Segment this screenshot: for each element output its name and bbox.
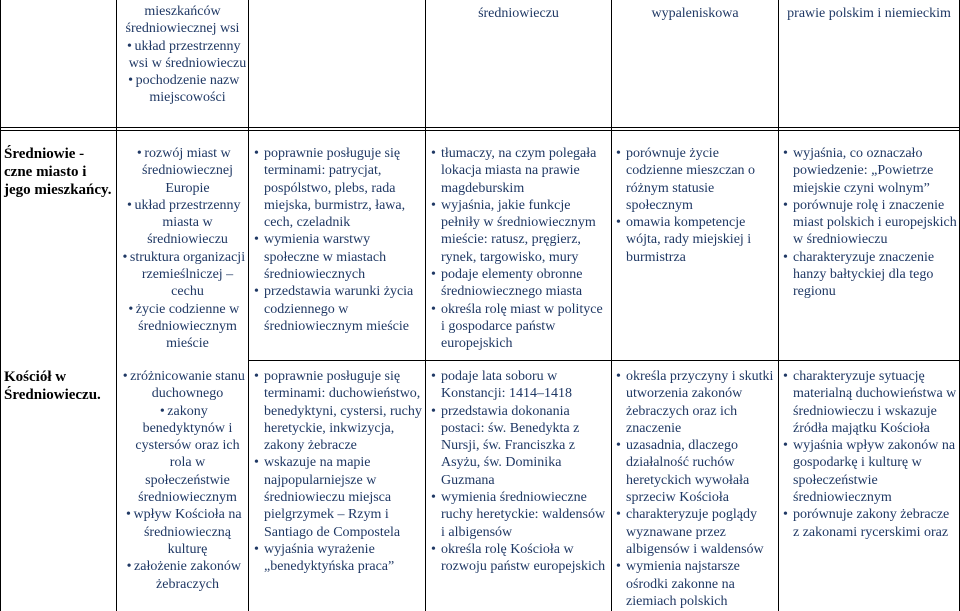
grid-line-v2 [248,0,249,611]
miasto-beyond-cell [783,145,957,301]
miasto-extended-line-0: • tłumaczy, na czym polegała lokacja miasta na prawie magdeburskim [431,145,609,197]
kosciol-beyond-bullet-2: • porównuje zakony żebracze z zakonami rycerskimi oraz [783,506,957,541]
kosciol-content-bullet-0: • zróżnicowanie stanu duchownego [118,368,247,403]
kosciol-extended-cell [431,368,609,576]
kosciol-basic-cell [254,368,422,576]
kosciol-extended-bullet-2: • wymienia średniowieczne ruchy heretyckie: waldensów i albigensów [431,489,609,541]
miasto-basic-bullet-0: • poprawnie posługuje się terminami: patrycjat, pospólstwo, plebs, rada miejska, burmistrz, ława, cech, czeladnik [254,145,422,231]
top-row-complementary-cell [613,5,777,22]
miasto-basic-bullet-1: • wymienia warstwy społeczne w miastach średniowiecznych [254,231,422,283]
top-line-1: średniowiecznej wsi [125,21,240,37]
kosciol-content-bullet-1: • zakony benedyktynów i cystersów oraz ich rola w społeczeństwie średniowiecznym [118,403,247,507]
miasto-extended-bullet-2: • określa rolę miast w polityce i gospodarce państw europejskich [431,301,609,353]
miasto-content-bullet-1: • układ przestrzenny miasta w średniowieczu [118,197,247,249]
kosciol-compl-bullet-3: • wymienia najstarsze ośrodki zakonne na ziemiach polskich [616,558,776,610]
miasto-basic-cell [254,145,422,335]
grid-line-v0 [0,0,1,611]
top-bullet-1: • pochodzenie nazw miejscowości [118,72,247,107]
miasto-content-cell [118,145,247,353]
miasto-beyond-bullet-2: • charakteryzuje znaczenie hanzy bałtyckiej dla tego regionu [783,249,957,301]
top-row-extended-cell [427,5,610,22]
miasto-basic-bullet-2: • przedstawia warunki życia codziennego w średniowiecznym mieście [254,283,422,335]
kosciol-content-bullet-3: • założenie zakonów żebraczych [118,558,247,593]
kosciol-beyond-cell [783,368,957,541]
kosciol-basic-bullet-1: • wskazuje na mapie najpopularniejsze w średniowieczu miejsca pielgrzymek – Rzym i Santiago de Compostela [254,454,422,540]
miasto-beyond-bullet-1: • porównuje rolę i znaczenie miast polskich i europejskich w średniowieczu [783,197,957,249]
top-col4-text: wypaleniskowa [651,6,739,21]
miasto-content-bullet-3: • życie codzienne w średniowiecznym mieście [118,301,247,353]
top-line-0: mieszkańców [144,4,221,19]
top-col3-text: średniowieczu [478,6,559,21]
miasto-complementary-cell [616,145,776,266]
grid-line-h2 [0,130,960,131]
grid-line-v5 [778,0,779,611]
kosciol-extended-bullet-3: • określa rolę Kościoła w rozwoju państw europejskich [431,541,609,576]
grid-line-v1 [116,0,117,611]
miasto-extended-cell [431,145,609,353]
kosciol-beyond-bullet-0: • charakteryzuje sytuację materialną duchowieństwa w średniowieczu i wskazuje źródła majątku Kościoła [783,368,957,437]
kosciol-compl-bullet-0: • określa przyczyny i skutki utworzenia zakonów żebraczych oraz ich znaczenie [616,368,776,437]
top-bullet-0: • układ przestrzenny wsi w średniowieczu [118,38,247,73]
kosciol-complementary-cell [616,368,776,610]
miasto-extended-bullet-0: • wyjaśnia, jakie funkcje pełniły w średniowiecznym mieście: ratusz, pręgierz, rynek, targowisko, mury [431,197,609,266]
grid-line-v3 [425,0,426,611]
topic-miasto-text: Średniowie - czne miasto i jego mieszkańcy. [4,146,112,198]
top-row-content-cell [118,3,247,107]
topic-miasto [4,145,114,199]
topic-kosciol [4,368,114,404]
grid-line-h3 [248,360,960,361]
miasto-content-bullet-0: • rozwój miast w średniowiecznej Europie [118,145,247,197]
grid-line-h1 [0,127,960,128]
kosciol-extended-bullet-1: • przedstawia dokonania postaci: św. Benedykta z Nursji, św. Franciszka z Asyżu, św. Dominika Guzmana [431,403,609,489]
miasto-compl-bullet-1: • omawia kompetencje wójta, rady miejskiej i burmistrza [616,214,776,266]
kosciol-compl-bullet-1: • uzasadnia, dlaczego działalność ruchów heretyckich wywołała sprzeciw Kościoła [616,437,776,506]
miasto-content-bullet-2: • struktura organizacji rzemieślniczej – cechu [118,249,247,301]
kosciol-beyond-bullet-1: • wyjaśnia wpływ zakonów na gospodarkę i kulturę w społeczeństwie średniowiecznym [783,437,957,506]
miasto-extended-bullet-1: • podaje elementy obronne średniowiecznego miasta [431,266,609,301]
kosciol-content-cell [118,368,247,593]
miasto-beyond-bullet-0: • wyjaśnia, co oznaczało powiedzenie: „Powietrze miejskie czyni wolnym” [783,145,957,197]
miasto-compl-bullet-0: • porównuje życie codzienne mieszczan o różnym statusie społecznym [616,145,776,214]
kosciol-content-bullet-2: • wpływ Kościoła na średniowieczną kulturę [118,506,247,558]
top-col5-text: prawie polskim i niemieckim [787,6,951,21]
kosciol-extended-bullet-0: • podaje lata soboru w Konstancji: 1414–1418 [431,368,609,403]
kosciol-basic-bullet-0: • poprawnie posługuje się terminami: duchowieństwo, benedyktyni, cystersi, ruchy heretyckie, inkwizycja, zakony żebracze [254,368,422,454]
kosciol-compl-bullet-2: • charakteryzuje poglądy wyznawane przez albigensów i waldensów [616,506,776,558]
top-row-beyond-cell [780,5,958,22]
grid-line-v4 [611,0,612,611]
topic-kosciol-text: Kościół w Średniowieczu. [4,369,101,403]
kosciol-basic-bullet-2: • wyjaśnia wyrażenie „benedyktyńska praca” [254,541,422,576]
